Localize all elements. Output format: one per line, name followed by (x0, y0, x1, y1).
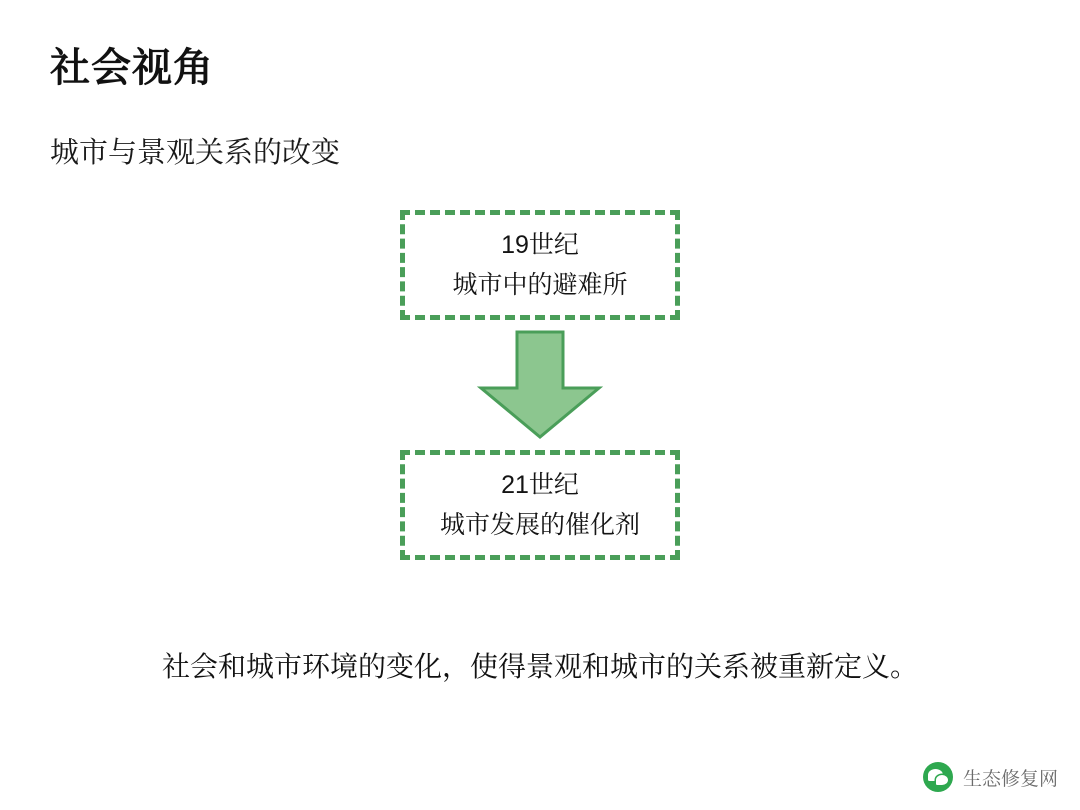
flow-node-bottom-line1: 21世纪 (501, 471, 579, 499)
watermark-label: 生态修复网 (962, 768, 1058, 790)
down-arrow-icon (475, 330, 605, 440)
watermark (923, 762, 1058, 792)
flow-arrow (475, 320, 605, 450)
wechat-icon (923, 762, 953, 792)
page-title: 社会视角 (50, 46, 214, 90)
flow-node-top-line2: 城市中的避难所 (452, 271, 628, 299)
flow-node-bottom (400, 450, 680, 560)
flow-node-top (400, 210, 680, 320)
flow-node-bottom-line2: 城市发展的催化剂 (439, 511, 640, 539)
flow-node-top-line1: 19世纪 (501, 231, 579, 259)
slide-caption: 社会和城市环境的变化，使得景观和城市的关系被重新定义。 (161, 651, 918, 682)
flow-diagram (0, 210, 1080, 560)
page-subtitle: 城市与景观关系的改变 (50, 137, 341, 169)
